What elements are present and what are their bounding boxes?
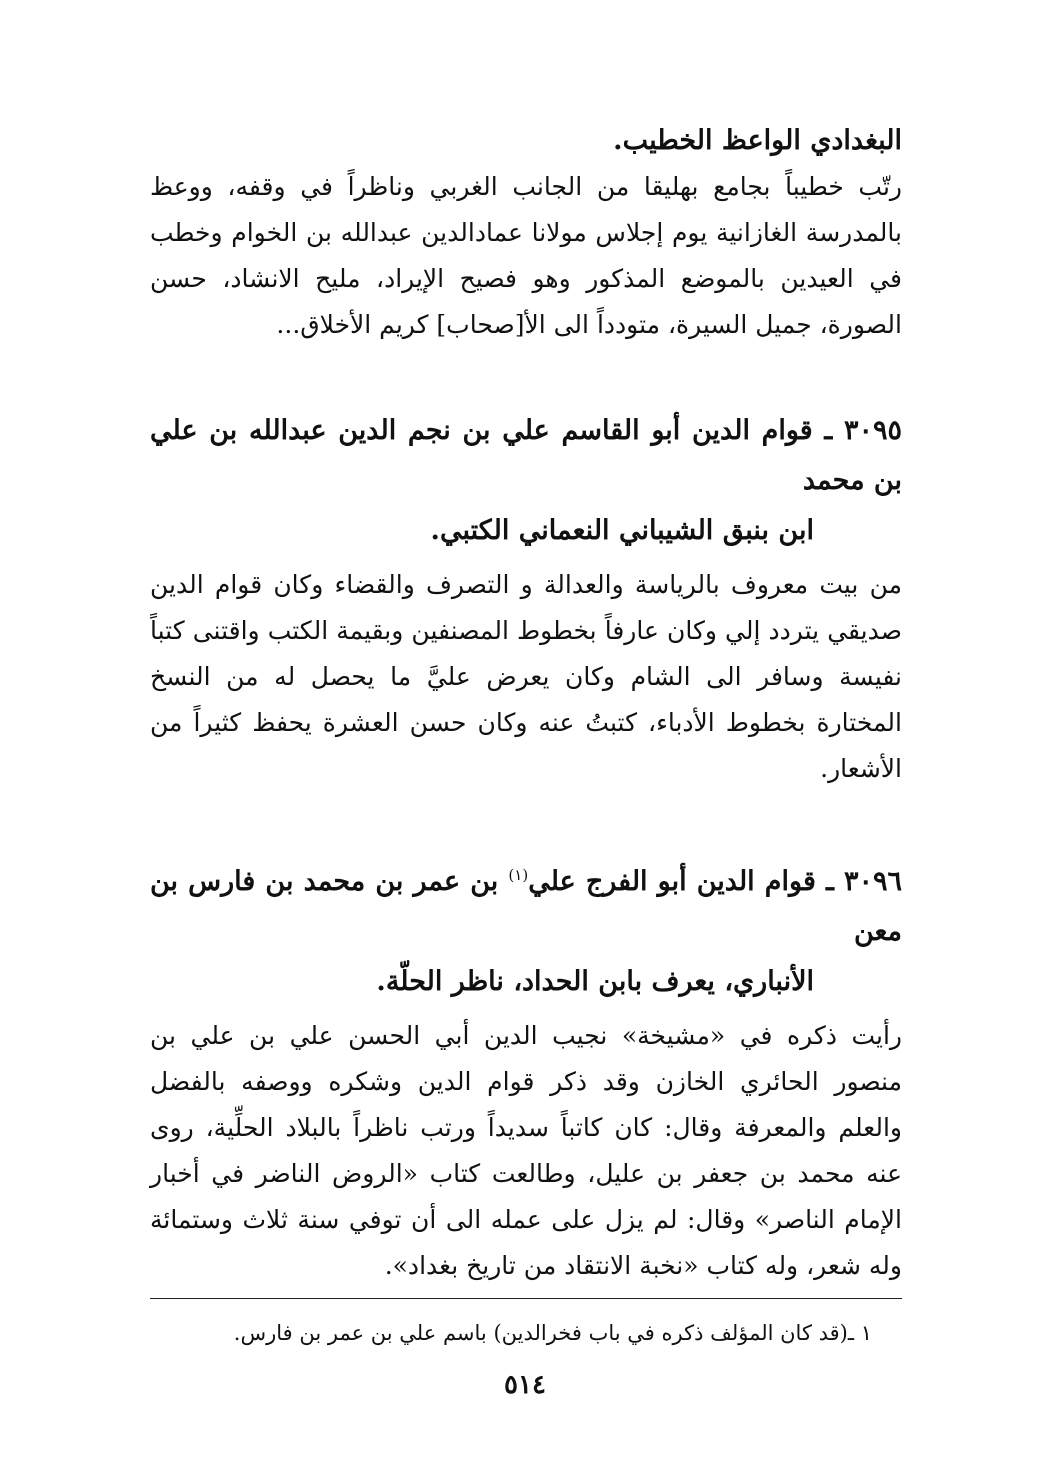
- entry-heading-line1-rest: بن عمر بن محمد بن فارس بن معن: [150, 866, 902, 947]
- entry-heading: [150, 850, 902, 1007]
- entry-number: ٣٠٩٥: [844, 415, 903, 446]
- entry-3095: [150, 406, 902, 792]
- entry-3096: [150, 850, 902, 1289]
- entry-heading: [150, 406, 902, 556]
- entry-heading-line1: قوام الدين أبو الفرج علي: [528, 866, 816, 897]
- page-body: [150, 118, 902, 1289]
- footnote: ١ ـ(قد كان المؤلف ذكره في باب فخرالدين) باسم علي بن عمر بن فارس.: [233, 1321, 872, 1345]
- intro-heading-line: البغدادي الواعظ الخطيب.: [613, 125, 902, 156]
- page-number: ٥١٤: [504, 1370, 546, 1400]
- intro-paragraph: رتّب خطيباً بجامع بهليقا من الجانب الغربي وناظراً في وقفه، ووعظ بالمدرسة الغازانية يوم إجلاس مولانا عمادالدين عبدالله بن الخوام وخطب في العيدين بالموضع المذكور وهو فصيح الإيراد، مليح الانشاد، حسن الصورة، جميل السيرة، متودداً الى الأ[صحاب] كريم الأخلاق...: [150, 172, 903, 339]
- entry-dash: ـ: [812, 415, 833, 446]
- entry-heading-line2: الأنباري، يعرف بابن الحداد، ناظر الحلّة.: [376, 966, 814, 997]
- footnote-reference[interactable]: (١): [508, 866, 529, 884]
- entry-number: ٣٠٩٦: [844, 866, 903, 897]
- entry-paragraph: من بيت معروف بالرياسة والعدالة و التصرف والقضاء وكان قوام الدين صديقي يتردد إلي وكان عارفاً بخطوط المصنفين وبقيمة الكتب واقتنى كتباً نفيسة وسافر الى الشام وكان يعرض عليَّ ما يحصل له من النسخ المختارة بخطوط الأدباء، كتبتُ عنه وكان حسن العشرة يحفظ كثيراً من الأشعار.: [150, 570, 902, 783]
- entry-dash: ـ: [815, 866, 834, 897]
- entry-heading-line1: قوام الدين أبو القاسم علي بن نجم الدين عبدالله بن علي بن محمد: [150, 415, 902, 496]
- entry-heading-line2: ابن بنبق الشيباني النعماني الكتبي.: [430, 515, 814, 546]
- footnote-divider: [150, 1298, 902, 1299]
- entry-paragraph: رأيت ذكره في «مشيخة» نجيب الدين أبي الحسن علي بن علي بن منصور الحائري الخازن وقد ذكر قوام الدين وشكره ووصفه بالفضل والعلم والمعرفة وقال: كان كاتباً سديداً ورتب ناظراً بالبلاد الحلِّية، روى عنه محمد بن جعفر بن عليل، وطالعت كتاب «الروض الناضر في أخبار الإمام الناصر» وقال: لم يزل على عمله الى أن توفي سنة ثلاث وستمائة وله شعر، وله كتاب «نخبة الانتقاد من تاريخ بغداد».: [150, 1021, 902, 1280]
